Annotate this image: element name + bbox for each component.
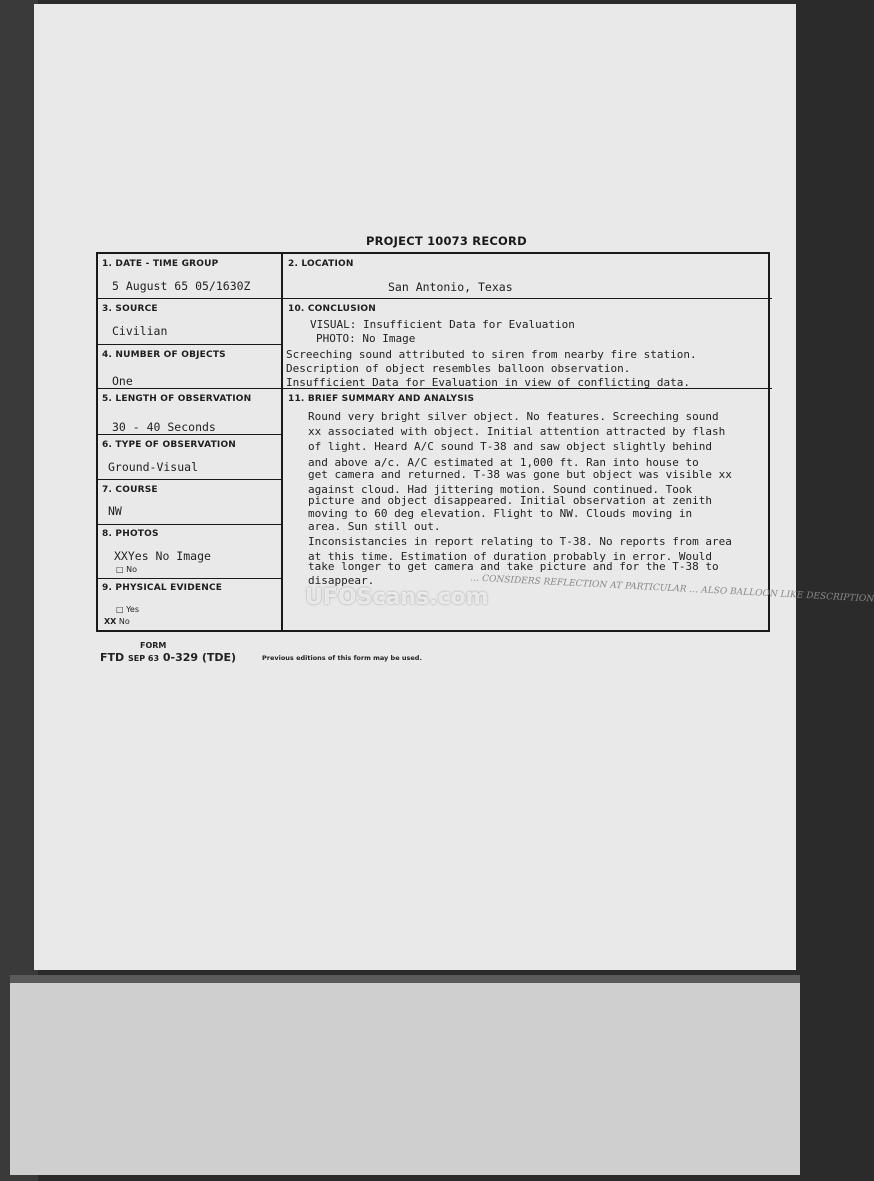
row-divider [98, 298, 772, 299]
row-divider [98, 479, 281, 480]
row-divider [98, 524, 281, 525]
date-label: 1. DATE - TIME GROUP [102, 259, 219, 269]
evidence-label: 9. PHYSICAL EVIDENCE [102, 583, 223, 593]
evidence-yes-option: □ Yes [116, 605, 140, 614]
summary-label: 11. BRIEF SUMMARY AND ANALYSIS [288, 394, 475, 404]
summary-line: disappear. [308, 574, 375, 587]
summary-line: against cloud. Had jittering motion. Sound continued. Took [308, 483, 693, 496]
length-value: 30 - 40 Seconds [112, 420, 216, 434]
summary-line: at this time. Estimation of duration probably in error. Would [308, 550, 712, 563]
summary-line: moving to 60 deg elevation. Flight to NW. Clouds moving in [308, 507, 693, 520]
summary-line: of light. Heard A/C sound T-38 and saw object slightly behind [308, 440, 712, 453]
footer-note: Previous editions of this form may be used. [262, 654, 422, 662]
lower-page-background [10, 975, 800, 1175]
location-label: 2. LOCATION [288, 259, 354, 269]
record-title: PROJECT 10073 RECORD [366, 234, 527, 248]
conclusion-label: 10. CONCLUSION [288, 304, 377, 314]
conclusion-visual: VISUAL: Insufficient Data for Evaluation [310, 318, 575, 331]
objects-value: One [112, 374, 133, 388]
conclusion-line: Description of object resembles balloon observation. [286, 362, 631, 375]
summary-line: and above a/c. A/C estimated at 1,000 ft. Ran into house to [308, 456, 699, 469]
type-value: Ground-Visual [108, 460, 199, 474]
evidence-no-option: XX No [104, 617, 130, 626]
footer-form-code: FTD SEP 63 0-329 (TDE) [100, 651, 237, 664]
photos-no-option: □ No [116, 565, 137, 574]
source-label: 3. SOURCE [102, 304, 158, 314]
summary-line: Round very bright silver object. No features. Screeching sound [308, 410, 719, 423]
watermark: UFOScans.com [305, 585, 489, 610]
photos-label: 8. PHOTOS [102, 529, 159, 539]
summary-line: xx associated with object. Initial attention attracted by flash [308, 425, 726, 438]
type-label: 6. TYPE OF OBSERVATION [102, 440, 237, 450]
footer-form-label: FORM [140, 641, 167, 650]
summary-line: get camera and returned. T-38 was gone but object was visible xx [308, 468, 732, 481]
page-shadow [10, 975, 800, 983]
column-divider [281, 254, 283, 630]
course-label: 7. COURSE [102, 485, 158, 495]
course-value: NW [108, 504, 122, 518]
evidence-check-mark: XX [104, 617, 117, 626]
conclusion-line: Insufficient Data for Evaluation in view of conflicting data. [286, 376, 690, 389]
summary-line: picture and object disappeared. Initial observation at zenith [308, 494, 712, 507]
record-form [96, 252, 770, 632]
objects-label: 4. NUMBER OF OBJECTS [102, 350, 226, 360]
date-value: 5 August 65 05/1630Z [112, 279, 251, 293]
source-value: Civilian [112, 324, 168, 338]
conclusion-photo: PHOTO: No Image [316, 332, 416, 345]
row-divider [98, 344, 281, 345]
row-divider [98, 578, 281, 579]
photos-value: XXYes No Image [114, 549, 211, 563]
row-divider [98, 434, 281, 435]
conclusion-line: Screeching sound attributed to siren from nearby fire station. [286, 348, 697, 361]
summary-line: Inconsistancies in report relating to T-38. No reports from area [308, 535, 732, 548]
length-label: 5. LENGTH OF OBSERVATION [102, 394, 252, 404]
handwritten-annotation: … CONSIDERS REFLECTION AT PARTICULAR … ALSO BALLOON LIKE DESCRIPTION [470, 573, 874, 605]
location-value: San Antonio, Texas [388, 280, 513, 294]
summary-line: take longer to get camera and take picture and for the T-38 to [308, 560, 719, 573]
summary-line: area. Sun still out. [308, 520, 441, 533]
